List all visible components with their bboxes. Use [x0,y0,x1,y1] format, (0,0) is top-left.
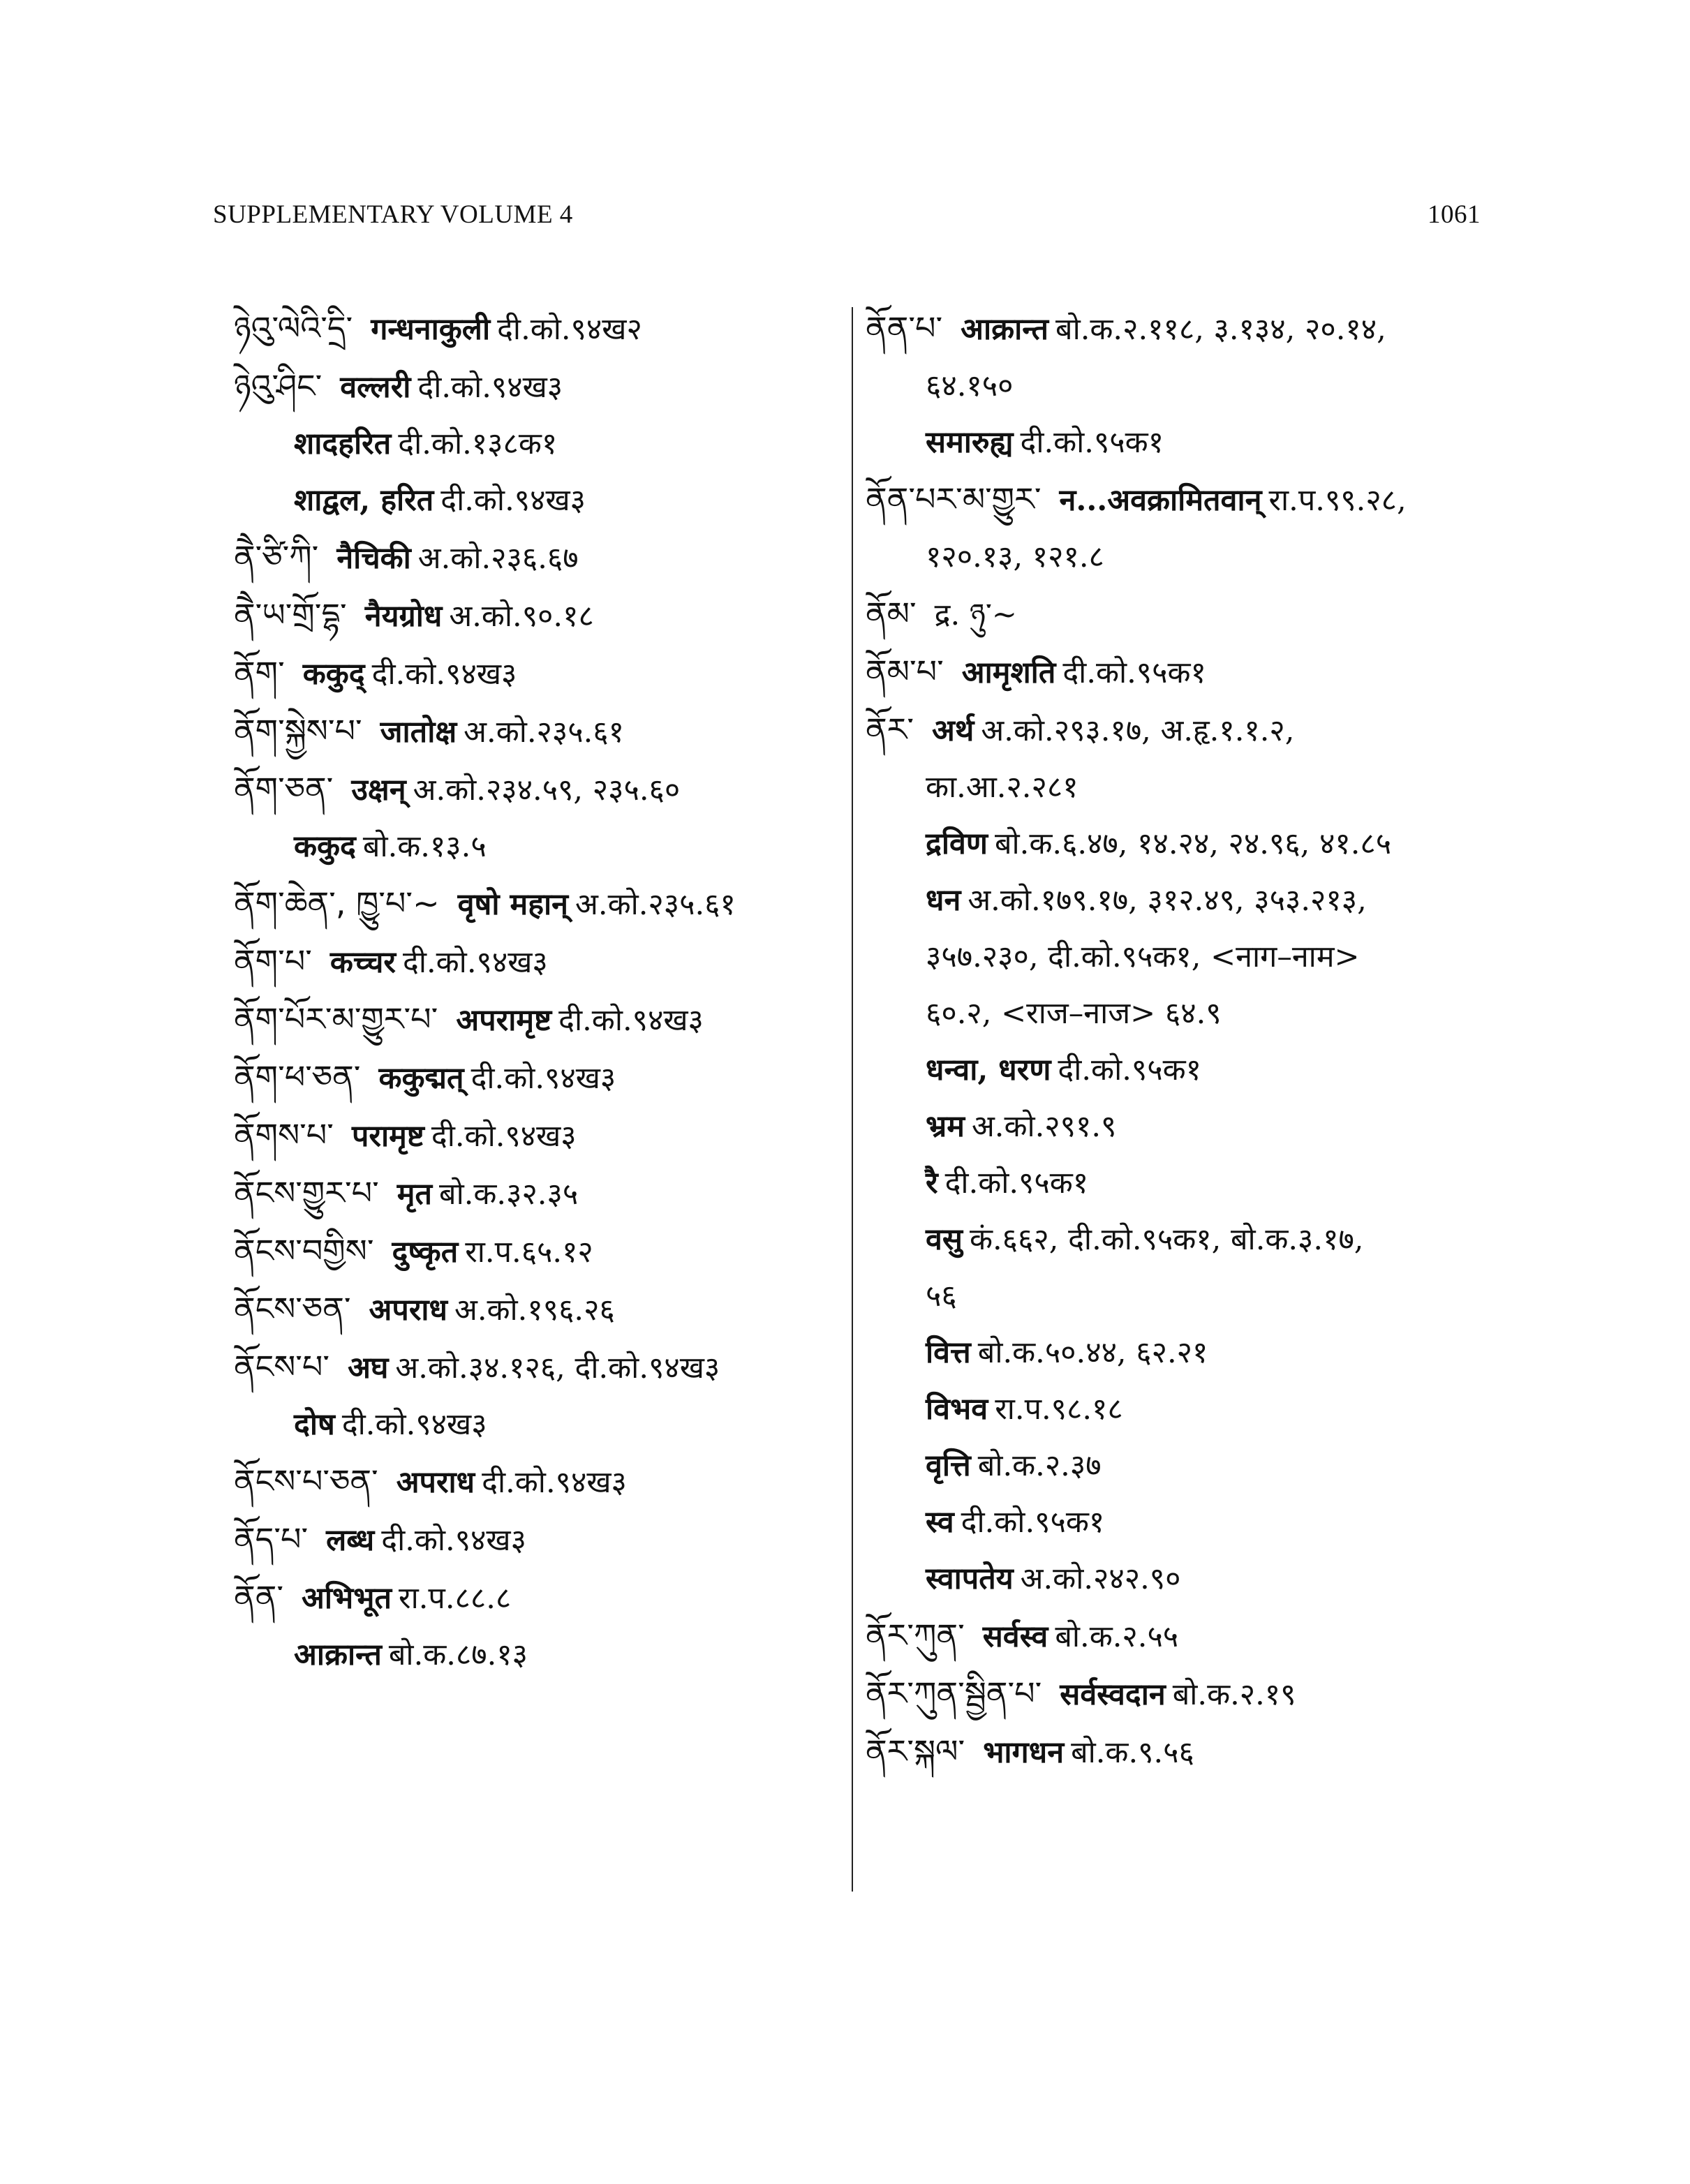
tibetan-headword: ནོངས་པ་ཅན་ [234,1462,378,1500]
source-reference: द्र. ཉུ་~ [934,597,1017,632]
dictionary-entry [234,1049,841,1107]
dictionary-entry [866,415,1480,471]
sanskrit-equivalent: मृत [396,1177,433,1212]
source-reference: ५६ [926,1279,957,1314]
source-reference: बो.क.२.१९ [1172,1677,1296,1712]
right-column [866,300,1480,1781]
sanskrit-equivalent: स्व [926,1505,954,1540]
source-reference: अ.को.९०.१८ [449,599,594,634]
sanskrit-equivalent: रै [926,1166,938,1201]
dictionary-entry [866,300,1480,358]
page-header [213,200,1481,230]
source-reference: दी.को.९४ख३ [558,1003,704,1038]
source-reference: ६४.१५० [926,369,1014,403]
sanskrit-equivalent: शाद्वल, हरित [294,483,434,518]
tibetan-headword: ནོག་ [234,654,285,692]
sanskrit-equivalent: कच्चर [329,945,396,980]
dictionary-entry [866,586,1480,644]
sanskrit-equivalent: दोष [294,1407,335,1442]
dictionary-entry [866,1325,1480,1381]
sanskrit-equivalent: वसु [926,1222,963,1257]
sanskrit-equivalent: भ्रम [926,1109,965,1144]
source-reference: दी.को.९४ख२ [497,312,642,347]
source-reference: दी.को.९५क१ [1020,425,1164,460]
sanskrit-equivalent: अपराध [396,1465,475,1500]
tibetan-headword: ནོངས་ཅན་ [234,1290,351,1328]
sanskrit-equivalent: नैचिकी [336,541,411,576]
dictionary-entry [866,1042,1480,1099]
source-reference: अ.को.२३६.६७ [417,541,579,576]
tibetan-headword: ནོམ་ [866,595,917,632]
sanskrit-equivalent: आक्रान्त [961,312,1049,347]
sanskrit-equivalent: सर्वस्वदान [1060,1677,1166,1712]
sanskrit-equivalent: लब्ध [326,1523,375,1558]
source-reference: दी.को.९४ख३ [440,483,586,518]
source-reference: दी.को.९४ख३ [403,945,548,980]
dictionary-entry [866,1494,1480,1551]
sanskrit-equivalent: द्रविण [926,826,988,861]
dictionary-entry [866,872,1480,929]
dictionary-entry [866,929,1480,986]
source-reference: बो.क.१३.५ [362,829,487,864]
sanskrit-equivalent: जातोक्ष [380,715,457,750]
sanskrit-equivalent: नैयग्रोध [364,599,443,634]
tibetan-headword: ནོགས་པ་ [234,1116,334,1154]
sanskrit-equivalent: परामृष्ट [351,1119,424,1154]
dictionary-entry [234,416,841,473]
dictionary-entry [866,529,1480,586]
source-reference: बो.क.२.५५ [1055,1619,1179,1654]
source-reference: अ.को.२३५.६१ [464,715,624,750]
source-reference: दी.को.९४ख३ [371,657,517,692]
tibetan-headword: ནོམ་པ་ [866,653,944,690]
sanskrit-equivalent: धन [926,883,961,918]
source-reference: १२०.१३, १२१.८ [926,540,1104,574]
source-reference: बो.क.२.११८, ३.१३४, २०.१४, [1055,312,1386,347]
page-number: 1061 [1428,200,1481,229]
tibetan-headword: ནོག་ཅན་ [234,770,334,808]
tibetan-headword: ནོག་པ་ [234,942,312,980]
dictionary-entry [234,875,841,933]
left-column [234,300,841,1684]
sanskrit-equivalent: वृषो महान् [457,887,569,922]
source-reference: दी.को.९४ख३ [341,1407,487,1442]
source-reference: बो.क.२.३७ [977,1448,1102,1483]
tibetan-headword: ནཻ་ཙི་ཀི་ [234,538,319,576]
sanskrit-equivalent: गन्धनाकुली [371,312,491,347]
source-reference: बो.क.६.४७, १४.२४, २४.९६, ४१.८५ [994,826,1392,861]
source-reference: दी.को.९५क१ [961,1505,1105,1540]
tibetan-headword: ནོག་པོར་མ་གྱུར་པ་ [234,1000,438,1038]
sanskrit-equivalent: न...अवक्रामितवान् [1059,483,1262,518]
source-reference: बो.क.३२.३५ [439,1177,579,1212]
sanskrit-equivalent: विभव [926,1392,988,1427]
source-reference: दी.को.९४ख३ [482,1465,627,1500]
source-reference: ६०.२, <राज–नाज> ६४.९ [926,996,1222,1031]
source-reference: दी.को.९५क१ [1058,1053,1201,1087]
source-reference: अ.को.२४२.९० [1020,1561,1181,1596]
dictionary-entry [866,644,1480,701]
dictionary-entry [866,1551,1480,1607]
dictionary-entry [234,587,841,645]
tibetan-headword: ཉེའུ་ལེའི་དྲི་ [234,309,353,347]
source-reference: दी.को.९४ख३ [381,1523,526,1558]
source-reference: दी.को.९५क१ [1062,655,1206,690]
source-reference: अ.को.२३५.६१ [575,887,736,922]
sanskrit-equivalent: सर्वस्व [982,1619,1048,1654]
dictionary-entry [234,1453,841,1511]
tibetan-headword: ནོད་པ་ [234,1520,309,1558]
sanskrit-equivalent: अभिभूत [302,1581,392,1616]
source-reference: दी.को.९४ख३ [431,1119,577,1154]
dictionary-entry [866,816,1480,872]
source-reference: अ.को.२९१.९ [971,1109,1117,1144]
dictionary-entry [866,759,1480,816]
dictionary-entry [866,1607,1480,1665]
source-reference: दी.को.९४ख३ [417,370,563,405]
tibetan-headword: ནོར་སྐལ་ [866,1732,965,1770]
sanskrit-equivalent: अर्थ [932,713,974,748]
dictionary-entry [866,1723,1480,1781]
dictionary-entry [866,358,1480,415]
dictionary-entry [234,761,841,819]
sanskrit-equivalent: समारुह्य [926,425,1014,460]
source-reference: बो.क.८७.१३ [388,1637,528,1672]
tibetan-headword: ནོངས་བགྱིས་ [234,1232,374,1270]
source-reference: दी.को.१३८क१ [398,426,558,461]
source-reference: अ.को.२३४.५९, २३५.६० [413,773,681,808]
tibetan-headword: ནོར་ཀུན་སྦྱིན་པ་ [866,1674,1042,1712]
sanskrit-equivalent: ककुद् [302,657,365,692]
sanskrit-equivalent: आमृशति [961,655,1056,690]
source-reference: दी.को.९४ख३ [470,1061,616,1096]
sanskrit-equivalent: वृत्ति [926,1448,971,1483]
dictionary-entry [866,1665,1480,1723]
sanskrit-equivalent: अघ [348,1351,389,1386]
tibetan-headword: ནོན་པར་མ་གྱུར་ [866,480,1042,518]
source-reference: ३५७.२३०, दी.को.९५क१, <नाग–नाम> [926,939,1360,974]
source-reference: रा.प.९९.२८, [1268,483,1407,518]
source-reference: अ.को.१९६.२६ [454,1293,615,1328]
dictionary-entry [234,645,841,703]
dictionary-entry [866,1212,1480,1268]
source-reference: बो.क.५०.४४, ६२.२१ [977,1335,1208,1370]
tibetan-headword: ནོར་ [866,711,914,748]
sanskrit-equivalent: अपरामृष्ट [456,1003,552,1038]
sanskrit-equivalent: दुष्कृत [392,1235,459,1270]
dictionary-entry [234,933,841,991]
source-reference: रा.प.८८.८ [399,1581,512,1616]
dictionary-entry [866,986,1480,1042]
sanskrit-equivalent: शादहरित [294,426,392,461]
tibetan-headword: ནོངས་གྱུར་པ་ [234,1174,379,1212]
dictionary-entry [866,1381,1480,1438]
sanskrit-equivalent: स्वापतेय [926,1561,1014,1596]
dictionary-entry [234,1223,841,1281]
column-divider [852,307,853,1892]
source-reference: अ.को.३४.१२६, दी.को.९४ख३ [395,1351,720,1386]
source-reference: रा.प.९८.१८ [995,1392,1123,1427]
source-reference: का.आ.२.२८१ [926,770,1079,805]
dictionary-entry [234,1107,841,1165]
sanskrit-equivalent: आक्रान्त [294,1637,382,1672]
sanskrit-equivalent: ककुद [294,829,356,864]
dictionary-entry [234,1569,841,1627]
source-reference: कं.६६२, दी.को.९५क१, बो.क.३.१७, [969,1222,1364,1257]
sanskrit-equivalent: धन्वा, धरण [926,1053,1051,1087]
dictionary-entry [234,703,841,761]
source-reference: बो.क.९.५६ [1071,1735,1194,1770]
sanskrit-equivalent: भागधन [983,1735,1065,1770]
source-reference: रा.प.६५.१२ [465,1235,593,1270]
dictionary-entry [234,1339,841,1397]
tibetan-headword: ནོངས་པ་ [234,1348,330,1386]
sanskrit-equivalent: अपराध [369,1293,447,1328]
source-reference: अ.को.२९३.१७, अ.हृ.१.१.२, [981,713,1295,748]
tibetan-headword: ནོག་སྐྱེས་པ་ [234,712,362,750]
dictionary-entry [866,1099,1480,1155]
sanskrit-equivalent: वित्त [926,1335,971,1370]
tibetan-headword: ནོན་ [234,1578,284,1616]
dictionary-entry [234,1397,841,1453]
dictionary-entry [234,819,841,875]
dictionary-entry [866,701,1480,759]
source-reference: अ.को.१७९.१७, ३१२.४९, ३५३.२१३, [968,883,1367,918]
tibetan-headword: ནོར་ཀུན་ [866,1617,965,1654]
sanskrit-equivalent: उक्षन् [351,773,406,808]
dictionary-entry [234,1281,841,1339]
tibetan-headword: ནཻ་ཡ་གྲོ་དྷ་ [234,596,347,634]
tibetan-headword: ནོན་པ་ [866,309,943,347]
sanskrit-equivalent: वल्लरी [340,370,411,405]
dictionary-entry [866,1155,1480,1212]
tibetan-headword: ཉེའུ་ཤིང་ [234,367,323,405]
running-title: SUPPLEMENTARY VOLUME 4 [213,200,573,229]
dictionary-entry [234,1627,841,1684]
dictionary-entry [234,1165,841,1223]
sanskrit-equivalent: ककुद्मत् [378,1061,464,1096]
dictionary-entry [866,1268,1480,1325]
dictionary-entry [234,300,841,358]
source-reference: दी.को.९५क१ [944,1166,1089,1201]
dictionary-entry [234,358,841,416]
tibetan-headword: ནོག་ཆེན་, ཁྱུ་པ་~ [234,884,440,922]
dictionary-entry [866,1438,1480,1494]
dictionary-entry [234,529,841,587]
dictionary-entry [234,991,841,1049]
dictionary-entry [234,473,841,529]
tibetan-headword: ནོག་ཕ་ཅན་ [234,1058,361,1096]
dictionary-entry [234,1511,841,1569]
dictionary-entry [866,471,1480,529]
